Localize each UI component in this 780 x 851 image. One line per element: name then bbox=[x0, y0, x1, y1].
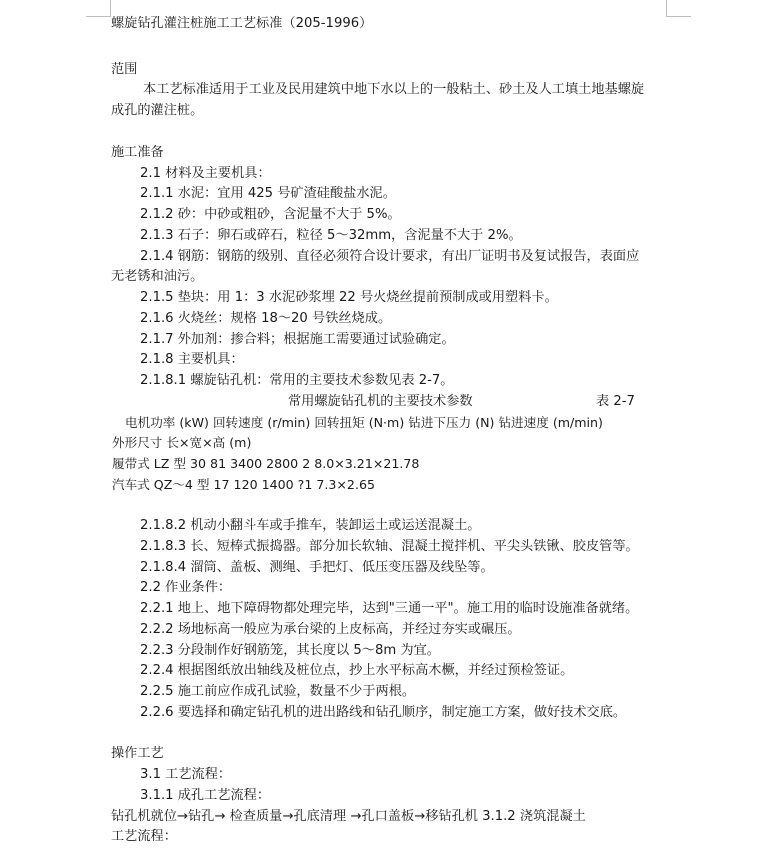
flow-line: 钻孔机就位→钻孔→ 检查质量→孔底清理 →孔口盖板→移钻孔机 3.1.2 浇筑混凝土 bbox=[111, 809, 586, 824]
item-2-1-8-2: 2.1.8.2 机动小翻斗车或手推车，装卸运土或运送混凝土。 bbox=[140, 518, 481, 533]
document-title: 螺旋钻孔灌注桩施工工艺标准（205-1996） bbox=[111, 16, 373, 31]
item-2-2-3: 2.2.3 分段制作好钢筋笼，其长度以 5～8m 为宜。 bbox=[140, 643, 440, 658]
item-2-1-8: 2.1.8 主要机具： bbox=[140, 352, 244, 367]
table-header-line1: 电机功率 (kW) 回转速度 (r/min) 回转扭矩 (N·m) 钻进下压力 (N) 钻进速度 (m/min) bbox=[125, 415, 603, 430]
table-number: 表 2-7 bbox=[596, 394, 635, 409]
item-2-1-7: 2.1.7 外加剂：掺合料；根据施工需要通过试验确定。 bbox=[140, 332, 455, 347]
item-2-1-4-line1: 2.1.4 钢筋：钢筋的级别、直径必须符合设计要求，有出厂证明书及复试报告，表面应 bbox=[140, 249, 640, 264]
item-2-1-1: 2.1.1 水泥：宜用 425 号矿渣硅酸盐水泥。 bbox=[140, 186, 396, 201]
table-row-crawler: 履带式 LZ 型 30 81 3400 2800 2 8.0×3.21×21.78 bbox=[112, 456, 420, 471]
item-3-1-1: 3.1.1 成孔工艺流程： bbox=[140, 788, 271, 803]
item-2-2: 2.2 作业条件： bbox=[140, 580, 232, 595]
item-2-2-5: 2.2.5 施工前应作成孔试验，数量不少于两根。 bbox=[140, 684, 416, 699]
item-2-1-6: 2.1.6 火烧丝：规格 18～20 号铁丝烧成。 bbox=[140, 311, 392, 326]
item-2-1-8-3: 2.1.8.3 长、短棒式振捣器。部分加长软轴、混凝土搅拌机、平尖头铁锹、胶皮管等。 bbox=[140, 539, 639, 554]
scope-paragraph-line1: 本工艺标准适用于工业及民用建筑中地下水以上的一般粘土、砂土及人工填土地基螺旋 bbox=[143, 82, 645, 97]
flow-line-continued: 工艺流程： bbox=[111, 829, 177, 844]
table-caption: 常用螺旋钻孔机的主要技术参数 bbox=[288, 394, 473, 409]
item-2-1-3: 2.1.3 石子：卵石或碎石，粒径 5～32mm，含泥量不大于 2%。 bbox=[140, 228, 522, 243]
item-2-1-8-4: 2.1.8.4 溜筒、盖板、测绳、手把灯、低压变压器及线坠等。 bbox=[140, 560, 494, 575]
section-heading-scope: 范围 bbox=[111, 62, 138, 77]
item-2-2-6: 2.2.6 要选择和确定钻孔机的进出路线和钻孔顺序，制定施工方案，做好技术交底。 bbox=[140, 705, 627, 720]
item-2-1-5: 2.1.5 垫块：用 1：3 水泥砂浆埋 22 号火烧丝提前预制成或用塑料卡。 bbox=[140, 290, 558, 305]
table-row-truck: 汽车式 QZ～4 型 17 120 1400 ?1 7.3×2.65 bbox=[112, 477, 375, 492]
item-2-2-2: 2.2.2 场地标高一般应为承台梁的上皮标高，并经过夯实或碾压。 bbox=[140, 622, 521, 637]
item-2-2-4: 2.2.4 根据图纸放出轴线及桩位点，抄上水平标高木橛，并经过预检签证。 bbox=[140, 663, 574, 678]
item-2-2-1: 2.2.1 地上、地下障碍物都处理完毕，达到"三通一平"。施工用的临时设施准备就绪。 bbox=[140, 601, 639, 616]
item-2-1-4-line2: 无老锈和油污。 bbox=[111, 269, 204, 284]
table-header-line2: 外形尺寸 长×宽×高 (m) bbox=[112, 435, 252, 450]
scope-paragraph-line2: 成孔的灌注桩。 bbox=[111, 103, 204, 118]
section-heading-prep: 施工准备 bbox=[111, 145, 164, 160]
item-2-1-2: 2.1.2 砂：中砂或粗砂，含泥量不大于 5%。 bbox=[140, 207, 401, 222]
item-2-1: 2.1 材料及主要机具： bbox=[140, 166, 271, 181]
section-heading-ops: 操作工艺 bbox=[111, 746, 164, 761]
item-3-1: 3.1 工艺流程： bbox=[140, 767, 232, 782]
item-2-1-8-1: 2.1.8.1 螺旋钻孔机：常用的主要技术参数见表 2-7。 bbox=[140, 373, 454, 388]
